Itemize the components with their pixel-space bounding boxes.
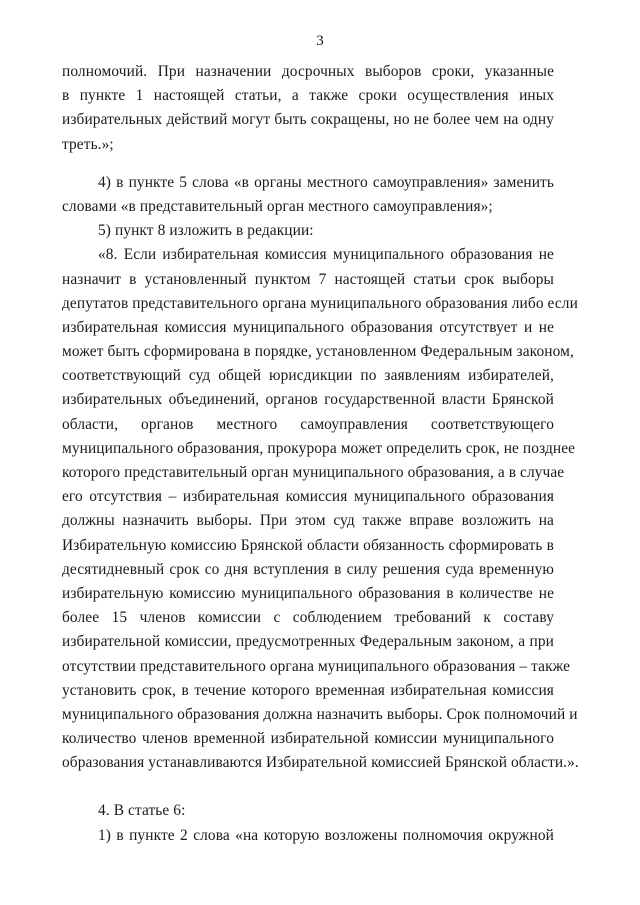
text-line: может быть сформирована в порядке, установленном Федеральным законом, [62, 343, 574, 361]
text-line: 1) в пункте 2 слова «на которую возложены полномочия окружной [98, 826, 554, 844]
text-line: более 15 членов комиссии с соблюдением требований к составу [62, 609, 554, 627]
text-line: количество членов временной избирательной комиссии муниципального [62, 730, 554, 748]
text-line: образования устанавливаются Избирательной комиссией Брянской области.». [62, 754, 579, 772]
document-body [62, 60, 579, 848]
text-line: должны назначить выборы. При этом суд также вправе возложить на [62, 512, 554, 530]
text-line: десятидневный срок со дня вступления в силу решения суда временную [62, 560, 554, 578]
paragraph-gap [62, 775, 554, 799]
text-line: назначит в установленный пунктом 7 настоящей статьи срок выборы [62, 270, 554, 288]
text-line: избирательных объединений, органов государственной власти Брянской [62, 391, 554, 409]
text-line: депутатов представительного органа муниципального образования либо если [62, 294, 578, 312]
text-line: муниципального образования, прокурора может определить срок, не позднее [62, 439, 576, 457]
text-line: отсутствии представительного органа муниципального образования – также [62, 657, 571, 675]
text-line: избирательная комиссия муниципального образования отсутствует и не [62, 318, 554, 336]
text-line: муниципального образования должна назначить выборы. Срок полномочий и [62, 705, 578, 723]
text-line: соответствующий суд общей юрисдикции по заявлениям избирателей, [62, 367, 554, 385]
text-line: избирательную комиссию муниципального образования в количестве не [62, 584, 554, 602]
text-line: 5) пункт 8 изложить в редакции: [98, 222, 314, 240]
text-line: Избирательную комиссию Брянской области обязанность сформировать в [62, 536, 554, 554]
text-line: избирательных действий могут быть сокращены, но не более чем на одну [62, 111, 554, 129]
text-line: «8. Если избирательная комиссия муниципального образования не [98, 246, 554, 264]
text-line: области, органов местного самоуправления соответствующего [62, 415, 554, 433]
text-line: его отсутствия – избирательная комиссия муниципального образования [62, 488, 554, 506]
text-line: избирательной комиссии, предусмотренных Федеральным законом, а при [62, 633, 554, 651]
page-number: 3 [316, 33, 324, 49]
text-line: 4. В статье 6: [98, 802, 186, 820]
text-line: в пункте 1 настоящей статьи, а также сроки осуществления иных [62, 87, 554, 105]
text-line: которого представительный орган муниципального образования, а в случае [62, 464, 565, 481]
text-line: 4) в пункте 5 слова «в органы местного самоуправления» заменить [98, 173, 554, 191]
paragraph-gap [62, 157, 554, 171]
text-line: установить срок, в течение которого временная избирательная комиссия [62, 681, 554, 699]
text-line: полномочий. При назначении досрочных выборов сроки, указанные [62, 63, 554, 80]
text-line: треть.»; [62, 135, 114, 153]
text-line: словами «в представительный орган местного самоуправления»; [62, 197, 493, 215]
